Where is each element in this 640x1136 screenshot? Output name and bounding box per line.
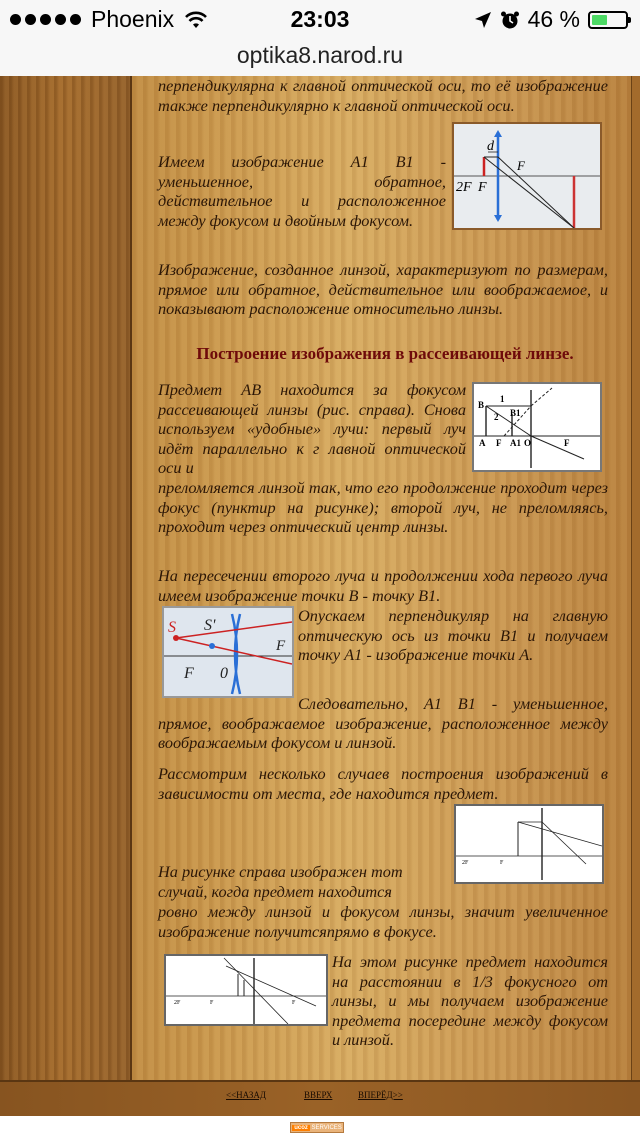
paragraph-4b: преломляется линзой так, что его продолжение проходит через фокус (пунктир на рисунке); второй луч, не преломляясь, проходит через оптический центр линзы.	[158, 478, 608, 537]
battery-icon	[588, 11, 628, 29]
fig1-2f-label: 2F	[456, 180, 472, 195]
paragraph-9b: ровно между линзой и фокусом линзы, значит увеличенное изображение получитсяпрямо в фокусе.	[158, 902, 608, 941]
right-wood-strip	[631, 76, 640, 1080]
nav-forward-link[interactable]: ВПЕРЁД>>	[358, 1090, 403, 1100]
fig3-o: 0	[220, 665, 228, 682]
fig5-f: F	[210, 1000, 214, 1006]
section-heading: Построение изображения в рассеивающей линзе.	[196, 344, 574, 363]
fig5-f-right: F	[292, 1000, 296, 1006]
figure-diverging-lens	[472, 382, 602, 472]
status-bar	[0, 0, 640, 40]
fig2-a1: A1	[510, 438, 521, 448]
fig2-f-right: F	[564, 438, 570, 448]
web-page	[0, 76, 640, 1116]
paragraph-2: Имеем изображение А1 В1 - уменьшенное, обратное, действительное и расположенное между фокусом и двойным фокусом.	[158, 152, 446, 230]
fig2-2: 2	[494, 412, 499, 422]
fig4-2f: 2F	[462, 860, 469, 866]
fig3-f-right: F	[276, 638, 286, 654]
paragraph-8: Рассмотрим несколько случаев построения изображений в зависимости от места, где находится предмет.	[158, 764, 608, 803]
figure-converging-lens	[452, 122, 602, 230]
fig5-2f: 2F	[174, 1000, 181, 1006]
left-wood-strip	[0, 76, 132, 1080]
paragraph-1: перпендикулярна к главной оптической оси, то её изображение также перпендикулярно к главной оптической оси.	[158, 76, 608, 115]
paragraph-4: Предмет АВ находится за фокусом рассеивающей линзы (рис. справа). Снова используем «удобные» лучи: первый луч идёт параллельно к г лавной оптической оси и	[158, 380, 466, 478]
fig3-s: S	[168, 619, 176, 636]
fig2-o: O	[524, 438, 532, 448]
nav-up-link[interactable]: ВВЕРХ	[304, 1090, 333, 1100]
fig4-f: F	[500, 860, 504, 866]
fig2-b: B	[478, 400, 485, 410]
figure-object-at-focus	[454, 804, 604, 884]
ucoz-badge[interactable]: ucoz SERVICES	[290, 1122, 344, 1133]
fig3-s-prime: S'	[204, 617, 216, 634]
fig1-f-label: F	[517, 158, 525, 173]
fig2-a: A	[479, 438, 486, 448]
carrier-label: Phoenix	[91, 6, 175, 32]
url-bar[interactable]	[0, 40, 640, 76]
alarm-clock-icon	[500, 10, 520, 30]
fig1-f-left-label: F	[478, 180, 487, 195]
location-arrow-icon	[474, 11, 492, 29]
fig2-b1: B1	[510, 408, 521, 418]
figure-object-third-focus	[164, 954, 328, 1026]
paragraph-7: Следовательно, А1 В1 - уменьшенное, прямое, воображаемое изображение, расположенное между воображаемым фокусом и линзой.	[158, 694, 608, 753]
fig2-1: 1	[500, 394, 505, 404]
paragraph-10: На этом рисунке предмет находится на расстоянии в 1/3 фокусного от линзы, и мы получаем изображение предмета посередине между фокусом и линзой.	[332, 952, 608, 1050]
clock: 23:03	[290, 6, 350, 32]
paragraph-5: На пересечении второго луча и продолжении хода первого луча имеем изображение точки В - точку В1.	[158, 566, 608, 605]
battery-percent: 46 %	[527, 6, 580, 32]
paragraph-3: Изображение, созданное линзой, характеризуют по размерам, прямое или обратное, действительное или воображаемое, и показывают расположение относительно линзы.	[158, 260, 608, 319]
url-text: optika8.narod.ru	[236, 42, 404, 68]
figure-virtual-image	[162, 606, 294, 698]
paragraph-9: На рисунке справа изображен тот случай, когда предмет находится	[158, 862, 403, 901]
nav-back-link[interactable]: <<НАЗАД	[226, 1090, 267, 1100]
fig2-f-left: F	[496, 438, 502, 448]
fig1-d-label: d	[487, 139, 494, 154]
fig3-f: F	[184, 665, 194, 682]
paragraph-6: Опускаем перпендикуляр на главную оптическую ось из точки В1 и получаем точку А1 - изображение точки А.	[298, 606, 608, 665]
